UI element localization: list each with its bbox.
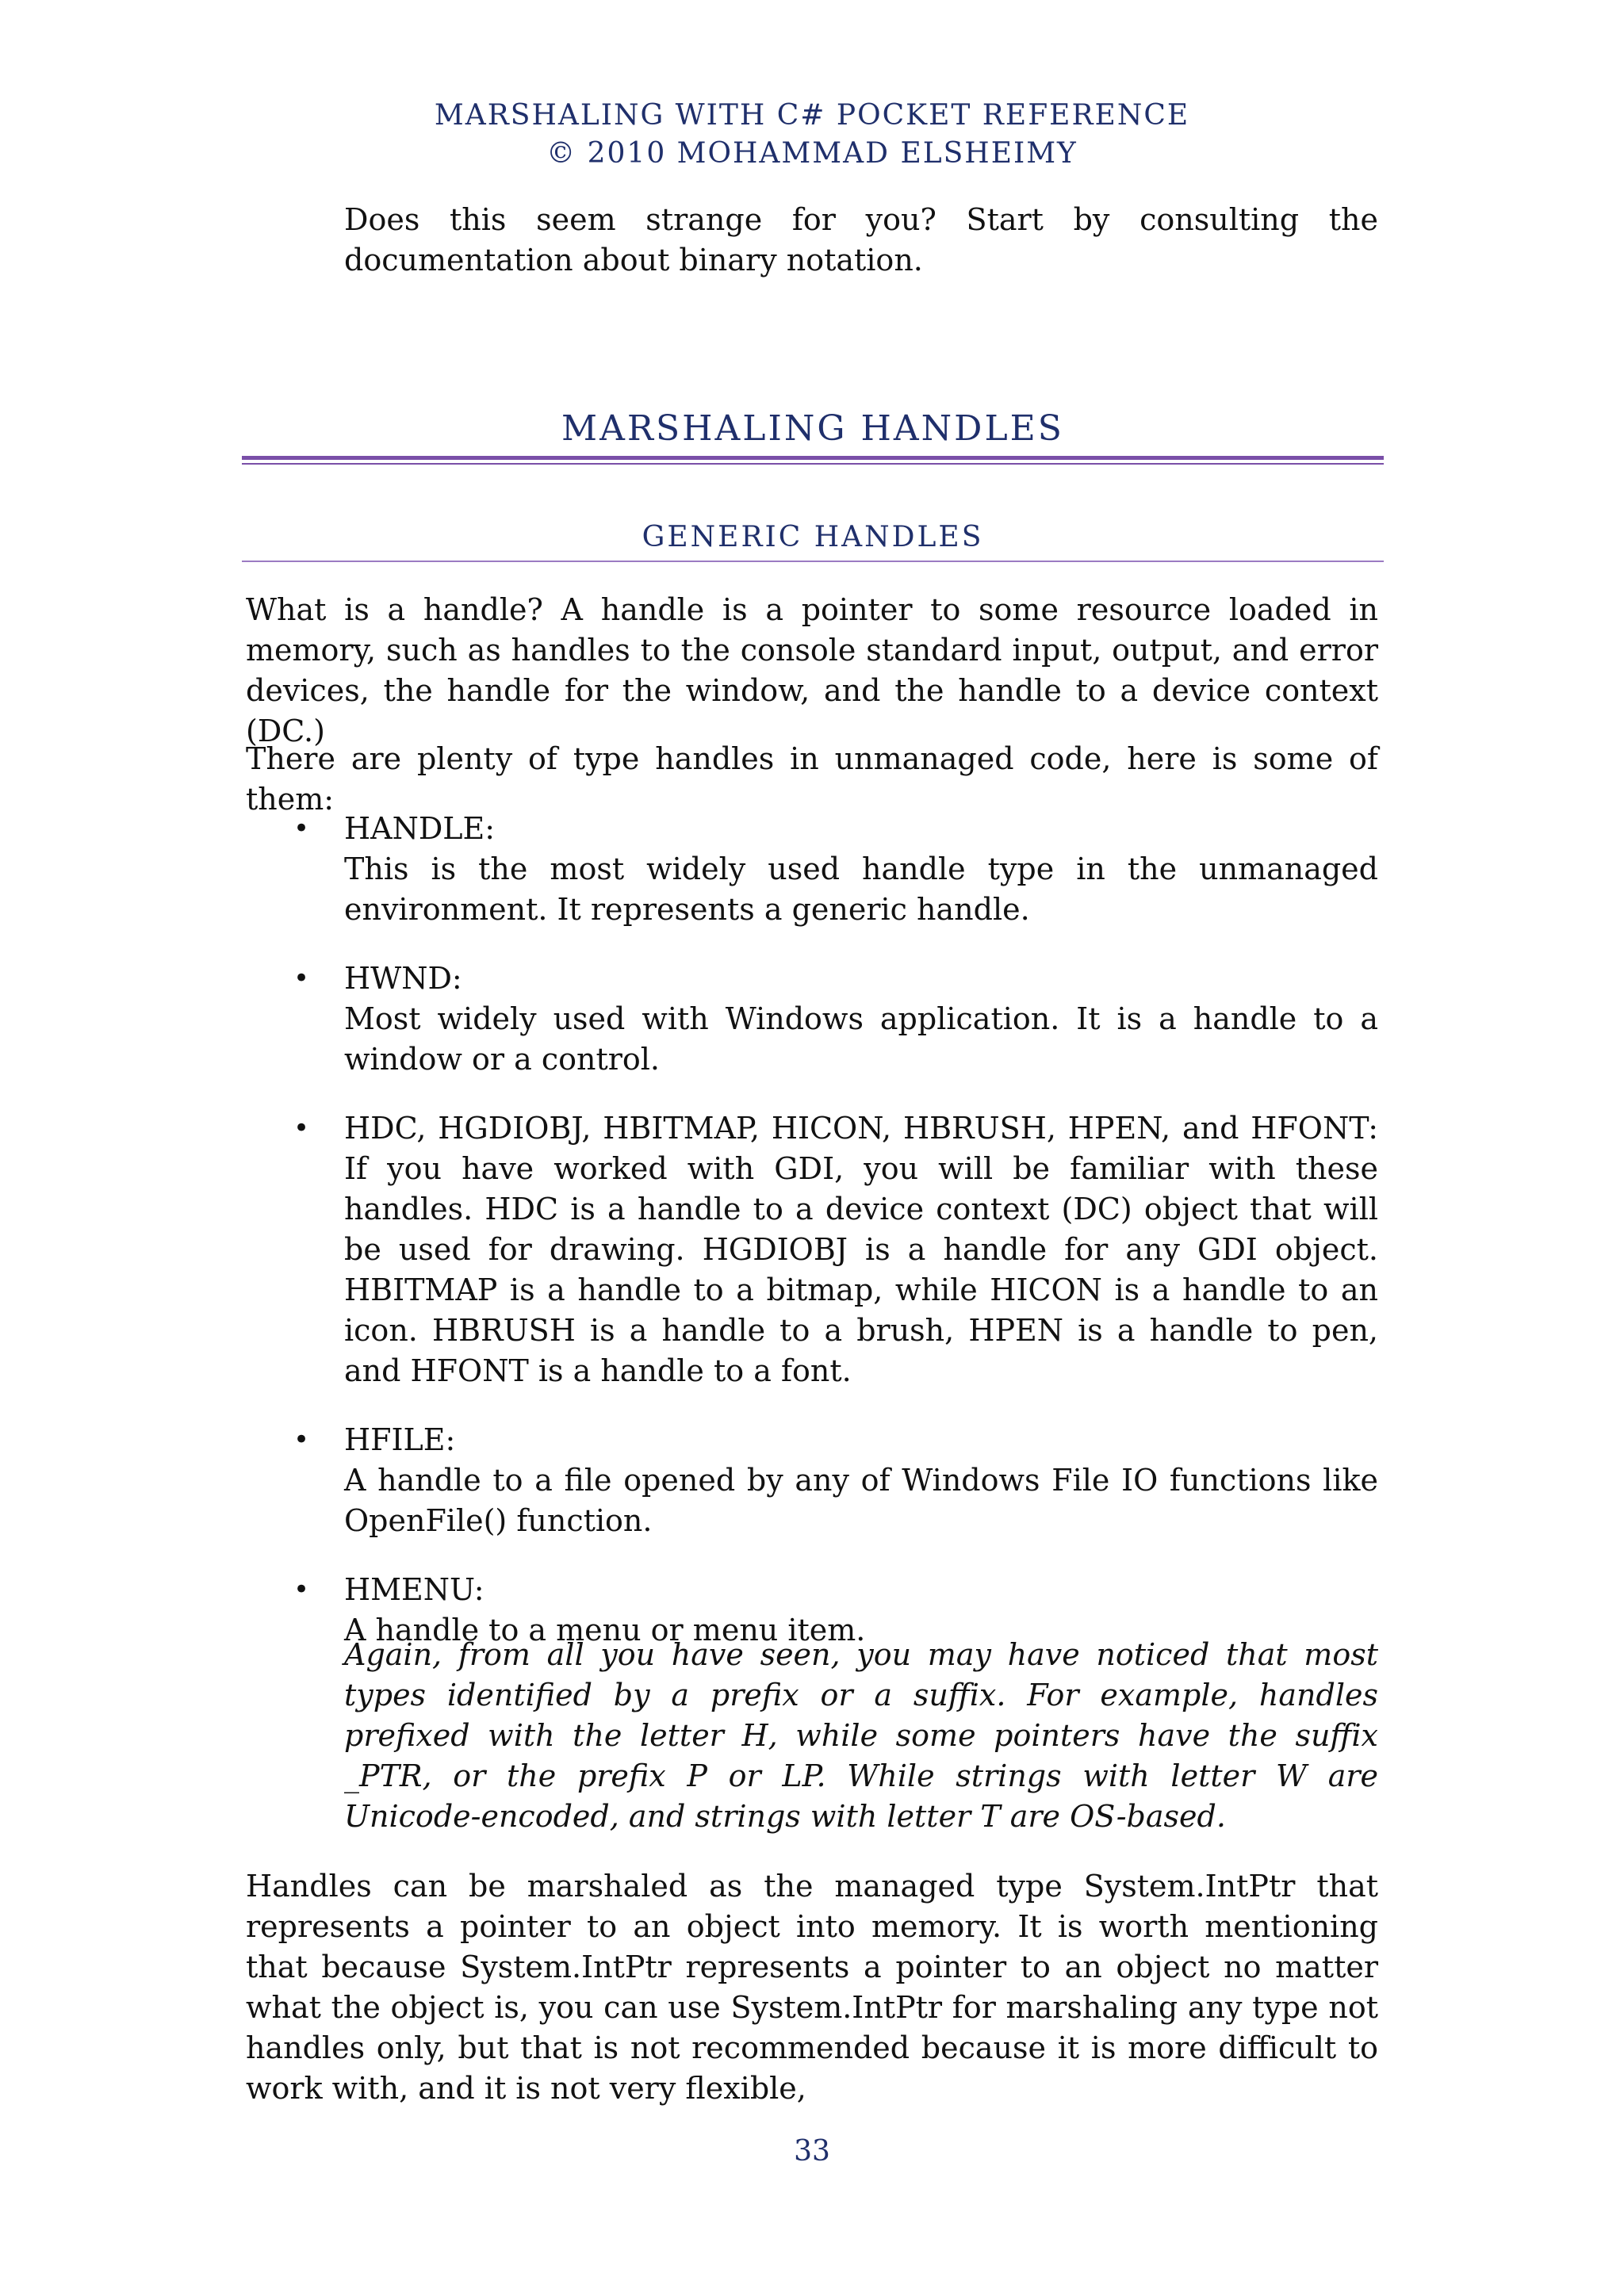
- subsection-heading-rule: [242, 561, 1384, 562]
- bullet-icon: •: [293, 813, 310, 844]
- handle-type-description: A handle to a file opened by any of Windows File IO functions like OpenFile() function.: [344, 1463, 1378, 1538]
- handle-type-name: HANDLE:: [344, 811, 496, 846]
- header-title: MARSHALING WITH C# POCKET REFERENCE: [434, 99, 1190, 132]
- running-header: [0, 97, 1624, 173]
- handle-type-description: If you have worked with GDI, you will be familiar with these handles. HDC is a handle to a device context (DC) object that will be used for drawing. HGDIOBJ is a handle for any GDI object. HBITMAP is a handle to a bitmap, while HICON is a handle to an icon. HBRUSH is a handle to a brush, HPEN is a handle to pen, and HFONT is a handle to a font.: [344, 1151, 1378, 1388]
- list-item: [246, 809, 1378, 930]
- bullet-icon: •: [293, 1424, 310, 1456]
- handle-type-name: HWND:: [344, 961, 462, 996]
- section-heading: MARSHALING HANDLES: [561, 408, 1064, 449]
- handle-type-name: HMENU:: [344, 1572, 485, 1607]
- section-heading-rule-secondary: [242, 463, 1384, 465]
- list-item: [246, 1108, 1378, 1391]
- section-heading-rule: [242, 456, 1384, 460]
- handle-type-name: HFILE:: [344, 1422, 456, 1457]
- bullet-icon: •: [293, 1574, 310, 1605]
- body-paragraph-handle-definition: What is a handle? A handle is a pointer to some resource loaded in memory, such as handles to the console standard input, output, and error devices, the handle for the window, and the handle to a device context (DC.): [246, 592, 1378, 748]
- handle-type-description: Most widely used with Windows application. It is a handle to a window or a control.: [344, 1001, 1378, 1077]
- handle-type-name: HDC, HGDIOBJ, HBITMAP, HICON, HBRUSH, HPEN, and HFONT:: [344, 1111, 1378, 1146]
- body-paragraph-intptr-marshaling: Handles can be marshaled as the managed type System.IntPtr that represents a pointer to an object into memory. It is worth mentioning that because System.IntPtr represents a pointer to an object no matter what the object is, you can use System.IntPtr for marshaling any type not handles only, but that is not recommended because it is more difficult to work with, and it is not very flexible,: [246, 1869, 1378, 2106]
- italic-note-paragraph: Again, from all you have seen, you may have noticed that most types identified by a prefix or a suffix. For example, handles prefixed with the letter H, while some pointers have the suffix _PTR, or the prefix P or LP. While strings with letter W are Unicode-encoded, and strings with letter T are OS-based.: [344, 1637, 1378, 1834]
- list-item: [246, 1420, 1378, 1541]
- header-copyright: © 2010 MOHAMMAD ELSHEIMY: [546, 137, 1078, 170]
- list-item: [246, 959, 1378, 1080]
- handle-types-list: [246, 809, 1378, 1679]
- subsection-heading: GENERIC HANDLES: [642, 521, 984, 553]
- intro-paragraph: Does this seem strange for you? Start by consulting the documentation about binary notation.: [344, 202, 1378, 277]
- handle-type-description: A handle to a menu or menu item.: [344, 1613, 866, 1647]
- bullet-icon: •: [293, 962, 310, 994]
- handle-type-description: This is the most widely used handle type in the unmanaged environment. It represents a generic handle.: [344, 851, 1378, 927]
- body-paragraph-handle-types-intro: There are plenty of type handles in unmanaged code, here is some of them:: [246, 741, 1378, 817]
- bullet-icon: •: [293, 1112, 310, 1144]
- page-number: 33: [794, 2135, 830, 2168]
